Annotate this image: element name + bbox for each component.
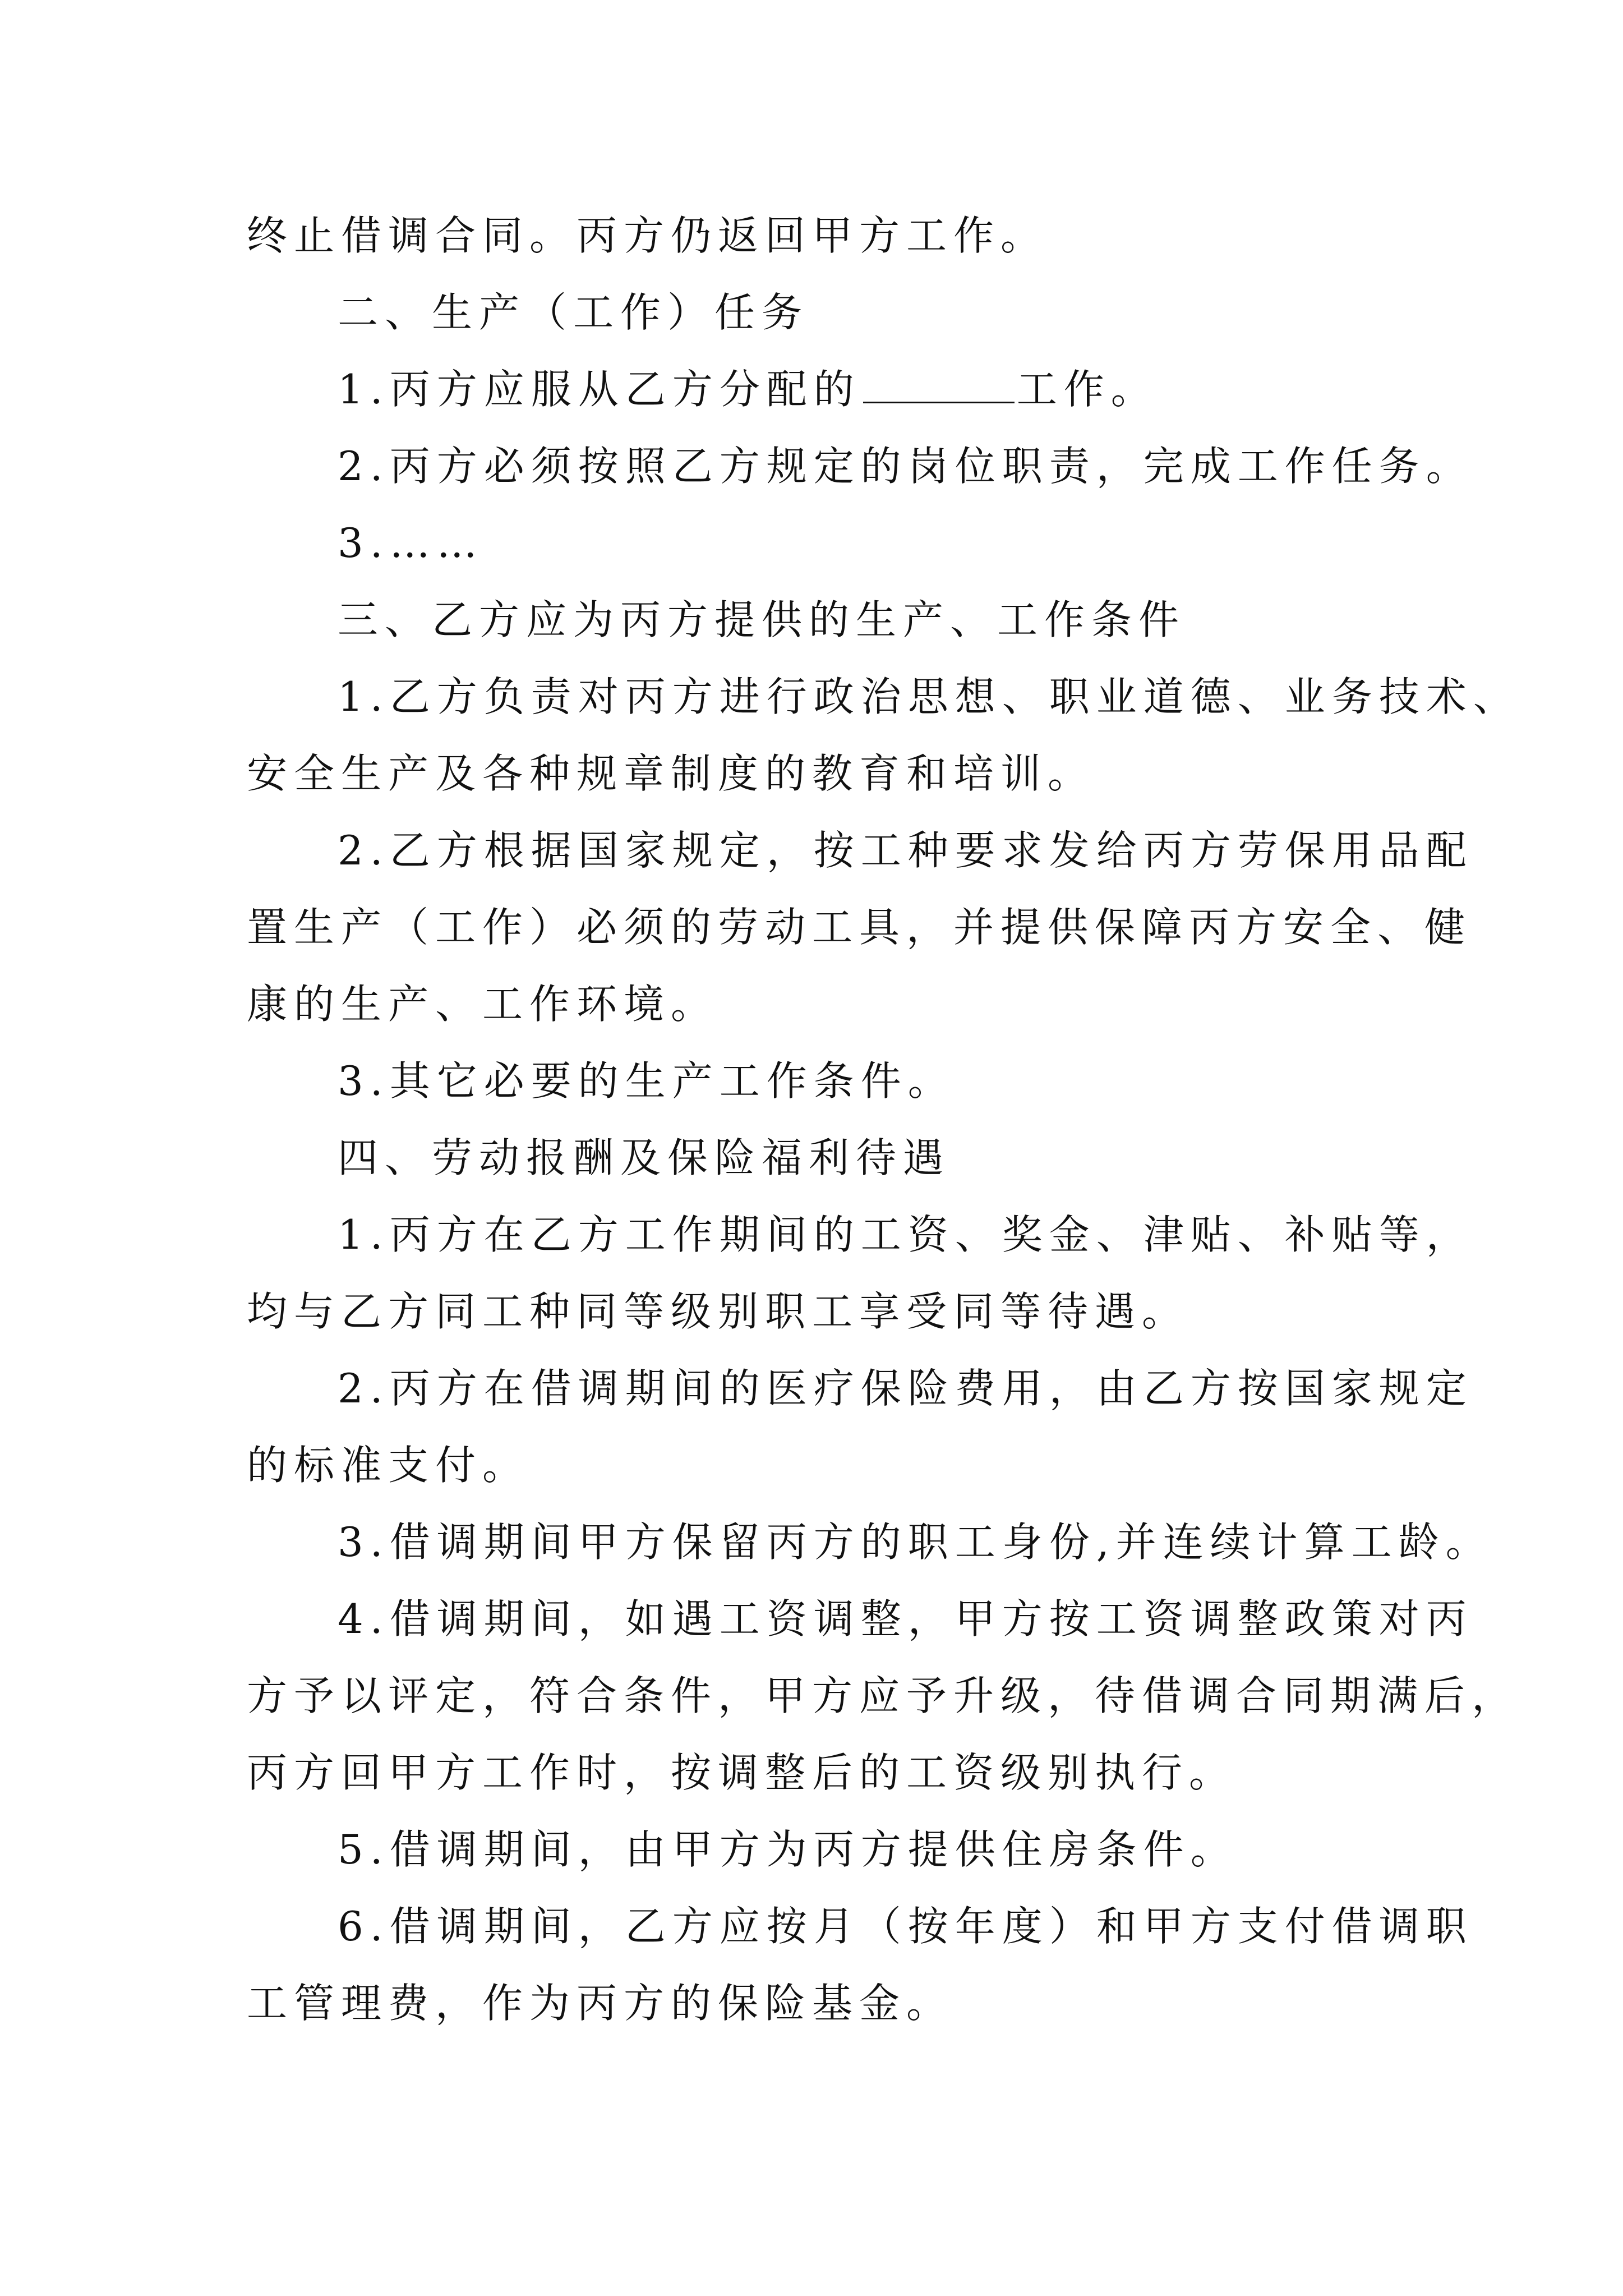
fill-in-blank	[863, 366, 1015, 403]
paragraph-line: 安全生产及各种规章制度的教育和培训。	[247, 750, 1095, 797]
text-segment: 工作。	[1016, 366, 1158, 413]
paragraph-line: 的标准支付。	[247, 1442, 530, 1489]
paragraph-line: 方予以评定，符合条件，甲方应予升级，待借调合同期满后，	[247, 1672, 1519, 1719]
section-heading: 二、生产（工作）任务	[338, 289, 809, 336]
paragraph-line: 5.借调期间，由甲方为丙方提供住房条件。	[338, 1826, 1238, 1873]
paragraph-line: 均与乙方同工种同等级别职工享受同等待遇。	[247, 1288, 1189, 1335]
paragraph-line: 丙方回甲方工作时，按调整后的工资级别执行。	[247, 1749, 1237, 1796]
paragraph-line: 置生产（工作）必须的劳动工具，并提供保障丙方安全、健	[247, 904, 1472, 951]
paragraph-line: 康的生产、工作环境。	[247, 981, 718, 1028]
paragraph-line: 3.……	[338, 519, 484, 567]
text-segment: 1.丙方应服从乙方分配的	[338, 366, 861, 413]
paragraph-line: 3.借调期间甲方保留丙方的职工身份,并连续计算工龄。	[338, 1519, 1493, 1566]
paragraph-line: 2.丙方在借调期间的医疗保险费用，由乙方按国家规定	[338, 1365, 1473, 1412]
paragraph-line: 1.乙方负责对丙方进行政治思想、职业道德、业务技术、	[338, 673, 1520, 720]
paragraph-line: 6.借调期间，乙方应按月（按年度）和甲方支付借调职	[338, 1903, 1473, 1950]
section-heading: 四、劳动报酬及保险福利待遇	[338, 1134, 951, 1181]
paragraph-line	[338, 358, 1515, 420]
paragraph-line: 终止借调合同。丙方仍返回甲方工作。	[247, 212, 1048, 259]
paragraph-line: 3.其它必要的生产工作条件。	[338, 1057, 955, 1105]
paragraph-line: 工管理费，作为丙方的保险基金。	[247, 1980, 954, 2027]
paragraph-line: 2.丙方必须按照乙方规定的岗位职责，完成工作任务。	[338, 443, 1473, 490]
paragraph-line: 1.丙方在乙方工作期间的工资、奖金、津贴、补贴等，	[338, 1211, 1473, 1258]
paragraph-line: 4.借调期间，如遇工资调整，甲方按工资调整政策对丙	[338, 1595, 1473, 1642]
paragraph-line: 2.乙方根据国家规定，按工种要求发给丙方劳保用品配	[338, 827, 1473, 874]
section-heading: 三、乙方应为丙方提供的生产、工作条件	[338, 596, 1186, 643]
